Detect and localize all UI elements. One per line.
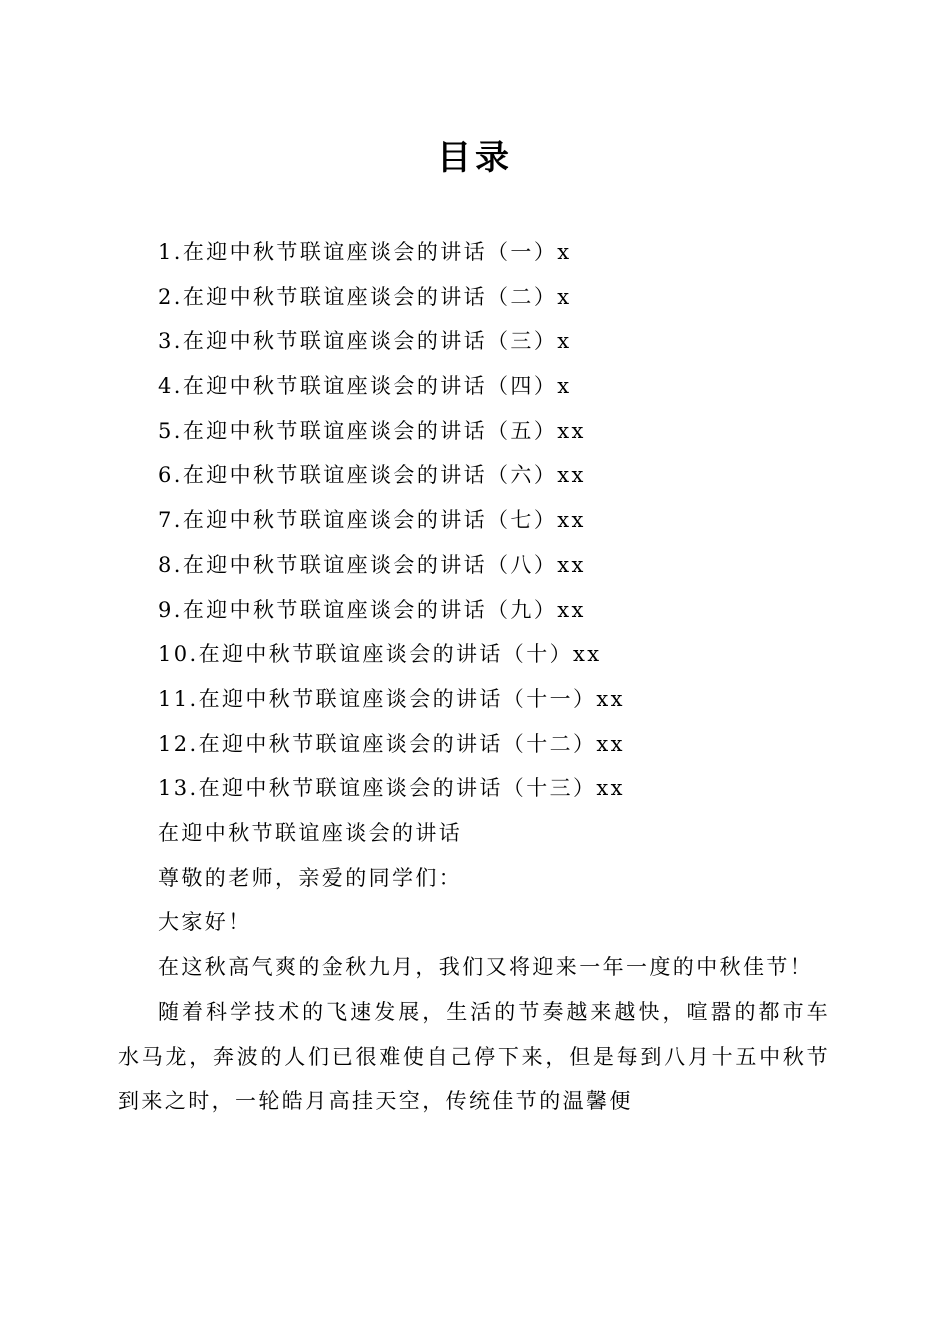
- body-paragraph: 在这秋高气爽的金秋九月，我们又将迎来一年一度的中秋佳节！: [158, 955, 814, 980]
- toc-item: 1.在迎中秋节联谊座谈会的讲话（一）x: [158, 240, 572, 264]
- toc-item: 8.在迎中秋节联谊座谈会的讲话（八）xx: [158, 552, 586, 577]
- page-title: 目录: [437, 138, 513, 178]
- salutation: 尊敬的老师，亲爱的同学们：: [158, 865, 463, 890]
- toc-item: 5.在迎中秋节联谊座谈会的讲话（五）xx: [158, 418, 586, 443]
- greeting: 大家好！: [158, 910, 252, 935]
- toc-item: 11.在迎中秋节联谊座谈会的讲话（十一）xx: [158, 686, 625, 711]
- toc-item: 13.在迎中秋节联谊座谈会的讲话（十三）xx: [158, 776, 625, 801]
- speech-heading: 在迎中秋节联谊座谈会的讲话: [158, 821, 463, 845]
- body-text: [118, 811, 830, 1124]
- toc-item: 7.在迎中秋节联谊座谈会的讲话（七）xx: [158, 508, 586, 533]
- toc-item: 3.在迎中秋节联谊座谈会的讲话（三）x: [158, 329, 572, 354]
- toc-item: 10.在迎中秋节联谊座谈会的讲话（十）xx: [158, 642, 602, 667]
- body-paragraph: 随着科学技术的飞速发展，生活的节奏越来越快，喧嚣的都市车水马龙，奔波的人们已很难使自己停下来，但是每到八月十五中秋节到来之时，一轮皓月高挂天空，传统佳节的温馨便: [118, 999, 830, 1114]
- toc-item: 9.在迎中秋节联谊座谈会的讲话（九）xx: [158, 597, 586, 622]
- toc-item: 2.在迎中秋节联谊座谈会的讲话（二）x: [158, 284, 572, 309]
- toc-item: 6.在迎中秋节联谊座谈会的讲话（六）xx: [158, 463, 586, 488]
- toc-item: 4.在迎中秋节联谊座谈会的讲话（四）x: [158, 374, 572, 399]
- table-of-contents: [158, 230, 625, 811]
- toc-item: 12.在迎中秋节联谊座谈会的讲话（十二）xx: [158, 731, 625, 756]
